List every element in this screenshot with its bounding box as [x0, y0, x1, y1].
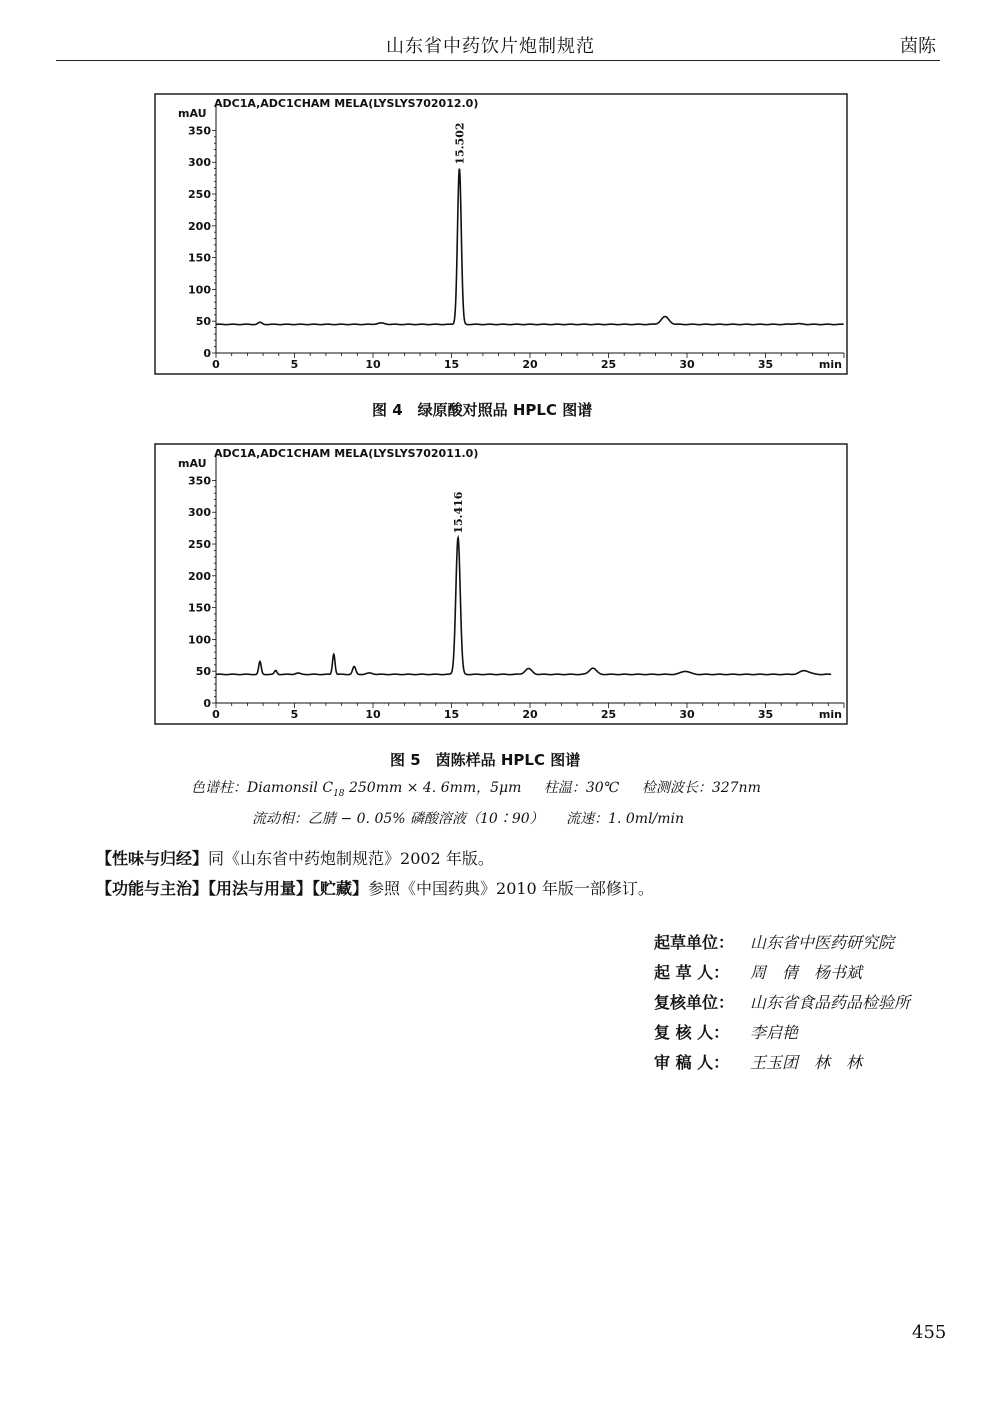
- credit-row: 复 核 人： 李启艳: [654, 1023, 799, 1042]
- credit-row: 复核单位： 山东省食品药品检验所: [654, 993, 911, 1012]
- hplc-chart-reference: [154, 93, 848, 375]
- x-tick-label: 30: [679, 708, 695, 721]
- chromatogram-trace: [216, 169, 844, 325]
- peak-retention-label: 15.416: [452, 491, 466, 534]
- axes: [178, 97, 844, 371]
- y-tick-label: 0: [203, 697, 211, 710]
- x-tick-label: 25: [600, 358, 617, 371]
- mobile-phase: 流动相：乙腈 − 0. 05% 磷酸溶液（10∶90）: [252, 811, 544, 827]
- paragraph-label: 【性味与归经】: [96, 849, 209, 868]
- hplc-chart-sample: [154, 443, 848, 725]
- x-tick-label: 20: [522, 708, 538, 721]
- chart-svg-sample: [154, 443, 848, 725]
- paragraph-text: 同《山东省中药炮制规范》2002 年版。: [208, 849, 494, 868]
- x-tick-label: 0: [212, 708, 220, 721]
- x-axis-label: min: [818, 708, 842, 721]
- x-tick-label: 35: [757, 358, 774, 371]
- x-tick-label: 0: [212, 358, 220, 371]
- chromatography-conditions-line1: [191, 777, 779, 799]
- x-tick-label: 10: [365, 708, 381, 721]
- page-header: [56, 28, 940, 61]
- y-tick-label: 50: [195, 665, 211, 679]
- x-axis-label: min: [818, 358, 842, 371]
- chart-title: ADC1A,ADC1CHAM MELA(LYSLYS702011.0): [214, 447, 479, 460]
- y-tick-label: 200: [188, 569, 211, 583]
- x-tick-label: 30: [679, 358, 695, 371]
- figure-4-caption: 图 4 绿原酸对照品 HPLC 图谱: [372, 401, 593, 419]
- x-tick-label: 5: [290, 358, 299, 371]
- detection-wavelength: 检测波长：327nm: [641, 780, 761, 796]
- y-axis-label: mAU: [178, 457, 207, 470]
- y-tick-label: 100: [188, 283, 211, 297]
- y-tick-label: 200: [188, 219, 211, 233]
- y-tick-label: 350: [188, 124, 211, 138]
- y-tick-label: 350: [188, 474, 211, 488]
- figure-5-caption: 图 5 茵陈样品 HPLC 图谱: [390, 751, 581, 769]
- credit-row: 审 稿 人： 王玉团 林 林: [654, 1053, 863, 1072]
- book-title: 山东省中药饮片炮制规范: [386, 36, 595, 57]
- y-tick-label: 0: [203, 347, 211, 360]
- peak-retention-label: 15.502: [453, 122, 467, 165]
- credit-row: 起 草 人： 周 倩 杨书斌: [654, 963, 863, 982]
- credit-row: 起草单位： 山东省中医药研究院: [654, 933, 895, 952]
- y-axis-label: mAU: [178, 107, 207, 120]
- chromatography-conditions-line2: [252, 808, 702, 828]
- x-tick-label: 25: [600, 708, 617, 721]
- section-title: 茵陈: [900, 36, 936, 57]
- chart-frame: [155, 444, 847, 724]
- chart-title: ADC1A,ADC1CHAM MELA(LYSLYS702012.0): [214, 97, 479, 110]
- y-tick-label: 100: [188, 633, 211, 647]
- chromatogram-trace: [216, 538, 831, 675]
- credits-block: [654, 930, 954, 1080]
- axes: [178, 447, 844, 721]
- y-tick-label: 250: [188, 538, 211, 552]
- paragraph-nature-meridian: [96, 846, 494, 869]
- x-tick-label: 5: [290, 708, 299, 721]
- flow-rate: 流速：1. 0ml/min: [566, 811, 685, 827]
- column-spec: 色谱柱：Diamonsil $C_{18}$ 250mm × 4. 6mm，5μm: [191, 780, 522, 799]
- x-tick-label: 20: [522, 358, 538, 371]
- column-temperature: 柱温：30℃: [543, 780, 620, 796]
- y-tick-label: 150: [188, 251, 211, 265]
- page-number: 455: [912, 1322, 947, 1343]
- y-tick-label: 150: [188, 601, 211, 615]
- y-tick-label: 300: [188, 156, 211, 170]
- y-tick-label: 50: [195, 315, 211, 329]
- paragraph-text: 参照《中国药典》2010 年版一部修订。: [368, 879, 654, 898]
- x-tick-label: 15: [443, 708, 460, 721]
- y-tick-label: 250: [188, 188, 211, 202]
- x-tick-label: 15: [443, 358, 460, 371]
- paragraph-function-usage: [96, 876, 654, 899]
- x-tick-label: 10: [365, 358, 381, 371]
- x-tick-label: 35: [757, 708, 774, 721]
- y-tick-label: 300: [188, 506, 211, 520]
- chart-svg-reference: [154, 93, 848, 375]
- chart-frame: [155, 94, 847, 374]
- paragraph-label: 【功能与主治】【用法与用量】【贮藏】: [96, 879, 369, 898]
